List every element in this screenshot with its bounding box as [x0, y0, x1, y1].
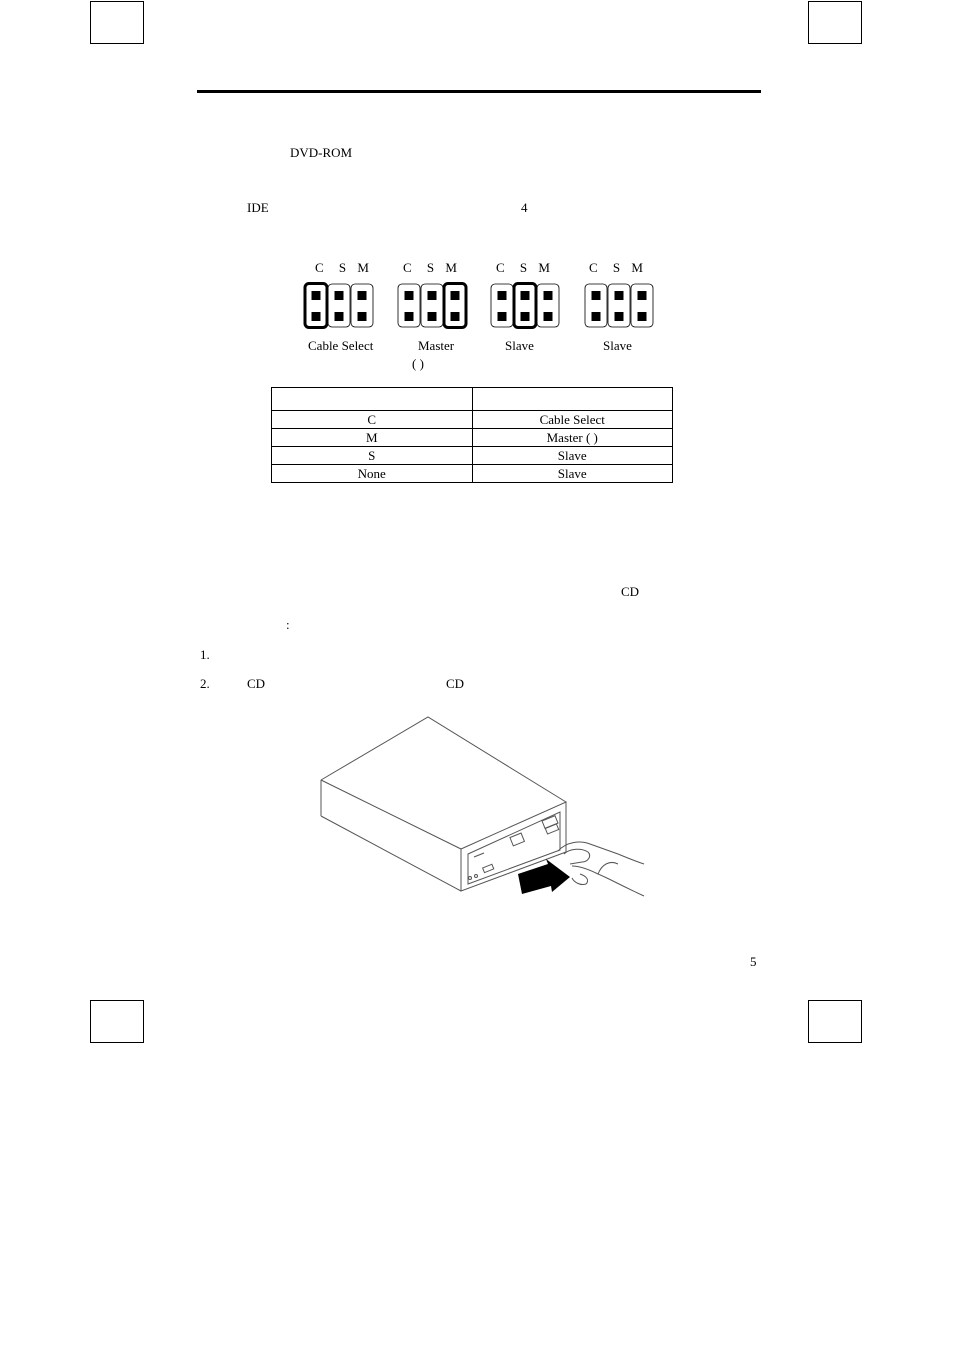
jumper-pin [428, 291, 437, 300]
jumper-pin [428, 312, 437, 321]
jumper-pin [615, 312, 624, 321]
pin-letter-s: S [519, 260, 528, 275]
jumper-pin [335, 291, 344, 300]
jumper-label-slave: Slave [505, 338, 534, 353]
jumper-pin [451, 312, 460, 321]
table-row [272, 447, 673, 465]
table-header-cell [472, 388, 673, 411]
jumper-pin [615, 291, 624, 300]
table-cell-setting: Cable Select [472, 411, 673, 429]
jumper-pin [498, 291, 507, 300]
jumper-pin [405, 291, 414, 300]
jumper-block-svg [302, 282, 378, 330]
pin-letter-c: C [315, 260, 324, 275]
jumper-pin [405, 312, 414, 321]
jumper-1-letters [315, 260, 369, 276]
step-number: 1. [200, 647, 210, 662]
pin-letter-s: S [338, 260, 347, 275]
jumper-pin [544, 291, 553, 300]
jumper-pin [544, 312, 553, 321]
pin-letter-c: C [589, 260, 598, 275]
jumper-pin [592, 291, 601, 300]
jumper-block-svg [488, 282, 564, 330]
crop-mark-bottom-left [90, 1000, 144, 1043]
jumper-block-cable-select [302, 282, 378, 330]
jumper-pin [358, 312, 367, 321]
jumper-pin [451, 291, 460, 300]
pin-letter-c: C [496, 260, 505, 275]
crop-mark-top-right [808, 1, 862, 44]
table-row [272, 411, 673, 429]
pin-letter-m: M [445, 260, 457, 275]
dvd-drive-tray-illustration [318, 714, 648, 904]
jumper-block-svg [582, 282, 658, 330]
jumper-sublabel-master: ( ) [412, 356, 424, 371]
pin-letter-c: C [403, 260, 412, 275]
page-number: 5 [750, 954, 757, 969]
table-cell-jumper: M [272, 429, 473, 447]
colon-text: : [286, 617, 290, 632]
jumper-block-svg [395, 282, 471, 330]
header-rule [197, 90, 761, 93]
figure-ref-text: 4 [521, 200, 528, 215]
cd-ref-text: CD [621, 584, 640, 599]
jumper-block-slave [488, 282, 564, 330]
ide-label-text: IDE [247, 200, 269, 215]
pin-letter-m: M [538, 260, 550, 275]
jumper-pin [638, 291, 647, 300]
jumper-label-cable-select: Cable Select [308, 338, 374, 353]
table-row [272, 465, 673, 483]
table-header-cell [272, 388, 473, 411]
table-cell-setting: Slave [472, 447, 673, 465]
jumper-block-slave-none [582, 282, 658, 330]
table-header-row [272, 388, 673, 411]
jumper-2-letters [403, 260, 457, 276]
jumper-pin [358, 291, 367, 300]
step-cd-text: CD [446, 676, 465, 691]
step-cd-text: CD [247, 676, 266, 691]
jumper-block-master [395, 282, 471, 330]
jumper-4-letters [589, 260, 643, 276]
jumper-pin [498, 312, 507, 321]
crop-mark-top-left [90, 1, 144, 44]
table-cell-jumper: C [272, 411, 473, 429]
table-cell-jumper: S [272, 447, 473, 465]
drive-name-text: DVD-ROM [290, 145, 353, 160]
pin-letter-s: S [426, 260, 435, 275]
jumper-label-slave-none: Slave [603, 338, 632, 353]
step-number: 2. [200, 676, 210, 691]
table-cell-jumper: None [272, 465, 473, 483]
jumper-settings-table [271, 387, 673, 483]
jumper-pin [312, 312, 321, 321]
table-cell-setting: Slave [472, 465, 673, 483]
crop-mark-bottom-right [808, 1000, 862, 1043]
jumper-pin [638, 312, 647, 321]
table-row [272, 429, 673, 447]
jumper-pin [592, 312, 601, 321]
jumper-3-letters [496, 260, 550, 276]
jumper-pin [521, 291, 530, 300]
table-cell-setting: Master ( ) [472, 429, 673, 447]
pin-letter-m: M [357, 260, 369, 275]
jumper-pin [521, 312, 530, 321]
jumper-label-master: Master [418, 338, 455, 353]
jumper-pin [335, 312, 344, 321]
jumper-pin [312, 291, 321, 300]
pin-letter-s: S [612, 260, 621, 275]
pin-letter-m: M [631, 260, 643, 275]
